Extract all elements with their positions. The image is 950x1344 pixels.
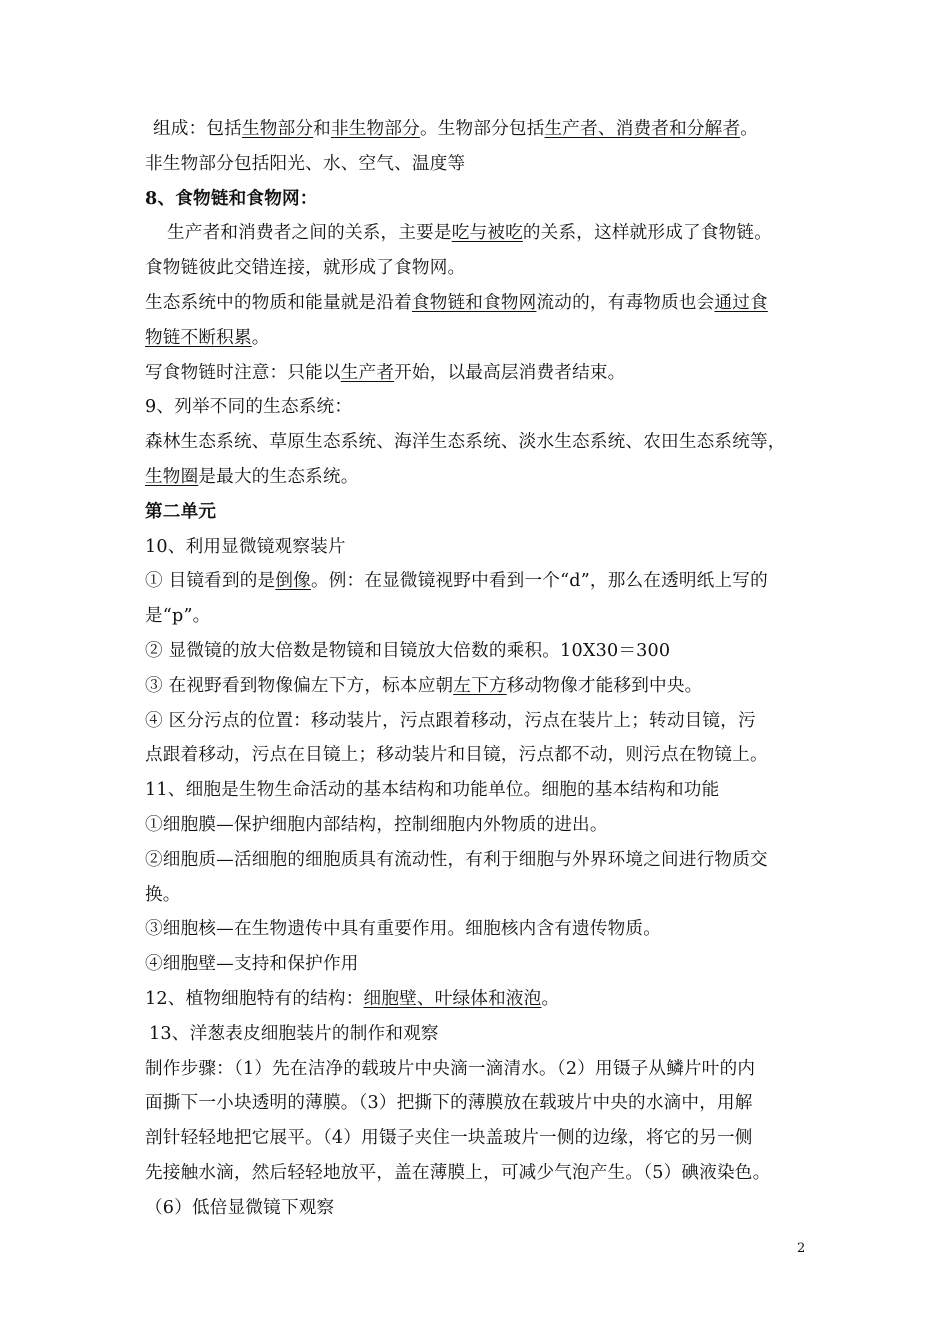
underlined-term: 细胞壁、叶绿体和液泡 bbox=[363, 988, 542, 1009]
text-segment: 制作步骤：（1）先在洁净的载玻片中央滴一滴清水。（2）用镊子从鳞片叶的内 bbox=[145, 1058, 756, 1079]
text-segment: 第二单元 bbox=[145, 500, 217, 522]
text-line bbox=[145, 878, 813, 913]
underlined-term: 倒像 bbox=[275, 571, 311, 592]
underlined-term: 生产者、消费者和分解者 bbox=[544, 119, 741, 139]
text-line bbox=[145, 460, 813, 495]
text-segment: 13、洋葱表皮细胞装片的制作和观察 bbox=[149, 1023, 439, 1044]
text-segment: 是最大的生态系统。 bbox=[198, 466, 359, 487]
text-line bbox=[145, 425, 813, 460]
underlined-term: 生物圈 bbox=[145, 466, 199, 487]
text-line bbox=[145, 286, 813, 321]
text-line bbox=[145, 390, 813, 425]
text-segment: 9、列举不同的生态系统： bbox=[145, 397, 353, 418]
text-segment: ② 显微镜的放大倍数是物镜和目镜放大倍数的乘积。10X30＝300 bbox=[145, 640, 671, 661]
text-line bbox=[145, 773, 813, 808]
text-line bbox=[145, 843, 813, 878]
text-line bbox=[145, 564, 813, 599]
text-segment: ③ 在视野看到物像偏左下方，标本应朝 bbox=[145, 675, 454, 696]
text-segment: 生态系统中的物质和能量就是沿着 bbox=[145, 292, 412, 313]
text-line bbox=[145, 1052, 813, 1087]
text-segment: 是“p”。 bbox=[145, 606, 211, 627]
text-segment: 面撕下一小块透明的薄膜。（3）把撕下的薄膜放在载玻片中央的水滴中，用解 bbox=[145, 1093, 753, 1114]
text-segment: ③细胞核—在生物遗传中具有重要作用。细胞核内含有遗传物质。 bbox=[145, 919, 662, 940]
underlined-term: 生产者 bbox=[340, 362, 395, 383]
underlined-term: 吃与被吃 bbox=[451, 223, 523, 244]
text-segment: 。 bbox=[251, 327, 270, 348]
underlined-term: 物链不断积累 bbox=[145, 327, 252, 348]
text-segment: 8、食物链和食物网： bbox=[145, 187, 318, 209]
text-segment: ①细胞膜—保护细胞内部结构，控制细胞内外物质的进出。 bbox=[145, 814, 608, 835]
text-line bbox=[145, 495, 813, 530]
text-line bbox=[145, 1156, 813, 1191]
text-segment: 。例：在显微镜视野中看到一个“d”，那么在透明纸上写的 bbox=[310, 571, 768, 592]
text-segment: （6）低倍显微镜下观察 bbox=[145, 1197, 335, 1218]
text-line bbox=[145, 182, 813, 217]
text-segment: 生产者和消费者之间的关系，主要是 bbox=[167, 223, 452, 244]
text-line bbox=[145, 704, 813, 739]
text-line bbox=[145, 1191, 813, 1226]
text-segment: 食物链彼此交错连接，就形成了食物网。 bbox=[145, 258, 466, 279]
page-number: 2 bbox=[797, 1241, 806, 1256]
text-line bbox=[145, 1121, 813, 1156]
text-line bbox=[145, 634, 813, 669]
text-line bbox=[145, 251, 813, 286]
text-segment: 10、利用显微镜观察装片 bbox=[145, 536, 346, 557]
text-segment: 组成：包括 bbox=[153, 119, 242, 139]
text-segment: 换。 bbox=[145, 884, 181, 905]
text-segment: 剖针轻轻地把它展平。（4）用镊子夹住一块盖玻片一侧的边缘，将它的另一侧 bbox=[145, 1128, 753, 1149]
text-line bbox=[145, 669, 813, 704]
underlined-term: 通过食 bbox=[714, 292, 768, 313]
text-line bbox=[145, 216, 813, 251]
text-line bbox=[145, 947, 813, 982]
text-line bbox=[145, 530, 813, 565]
text-segment: 先接触水滴，然后轻轻地放平，盖在薄膜上，可减少气泡产生。（5）碘液染色。 bbox=[145, 1162, 771, 1183]
text-line bbox=[145, 982, 813, 1017]
text-segment: 12、植物细胞特有的结构： bbox=[145, 988, 364, 1009]
text-line bbox=[145, 321, 813, 356]
text-segment: 的关系，这样就形成了食物链。 bbox=[522, 223, 773, 244]
text-line bbox=[145, 356, 813, 391]
text-line bbox=[145, 912, 813, 947]
document-body bbox=[145, 112, 813, 1226]
text-line bbox=[145, 112, 813, 147]
text-segment: 森林生态系统、草原生态系统、海洋生态系统、淡水生态系统、农田生态系统等， bbox=[145, 432, 786, 453]
text-segment: 和 bbox=[313, 119, 331, 139]
underlined-term: 左下方 bbox=[453, 675, 507, 696]
text-segment: ④ 区分污点的位置：移动装片，污点跟着移动，污点在装片上；转动目镜，污 bbox=[145, 710, 756, 731]
text-segment: 非生物部分包括阳光、水、空气、温度等 bbox=[145, 153, 466, 174]
text-segment: 11、细胞是生物生命活动的基本结构和功能单位。细胞的基本结构和功能 bbox=[145, 780, 720, 801]
text-segment: ②细胞质—活细胞的细胞质具有流动性，有利于细胞与外界环境之间进行物质交 bbox=[145, 849, 768, 870]
text-line bbox=[145, 738, 813, 773]
text-line bbox=[145, 599, 813, 634]
text-segment: 流动的，有毒物质也会 bbox=[536, 292, 715, 313]
underlined-term: 生物部分 bbox=[241, 119, 314, 139]
underlined-term: 食物链和食物网 bbox=[411, 292, 537, 313]
text-segment: 移动物像才能移到中央。 bbox=[506, 675, 703, 696]
text-segment: 写食物链时注意：只能以 bbox=[145, 362, 341, 383]
text-segment: 。 bbox=[740, 119, 759, 139]
text-line bbox=[145, 808, 813, 843]
text-segment: 。 bbox=[541, 988, 560, 1009]
text-segment: ① 目镜看到的是 bbox=[145, 571, 276, 592]
text-segment: ④细胞壁—支持和保护作用 bbox=[145, 954, 359, 975]
text-segment: 。生物部分包括 bbox=[419, 119, 545, 139]
text-segment: 开始，以最高层消费者结束。 bbox=[394, 362, 626, 383]
text-line bbox=[145, 1086, 813, 1121]
text-segment: 点跟着移动，污点在目镜上；移动装片和目镜，污点都不动，则污点在物镜上。 bbox=[145, 745, 768, 766]
text-line bbox=[145, 147, 813, 182]
text-line bbox=[145, 1017, 813, 1052]
underlined-term: 非生物部分 bbox=[330, 119, 420, 139]
